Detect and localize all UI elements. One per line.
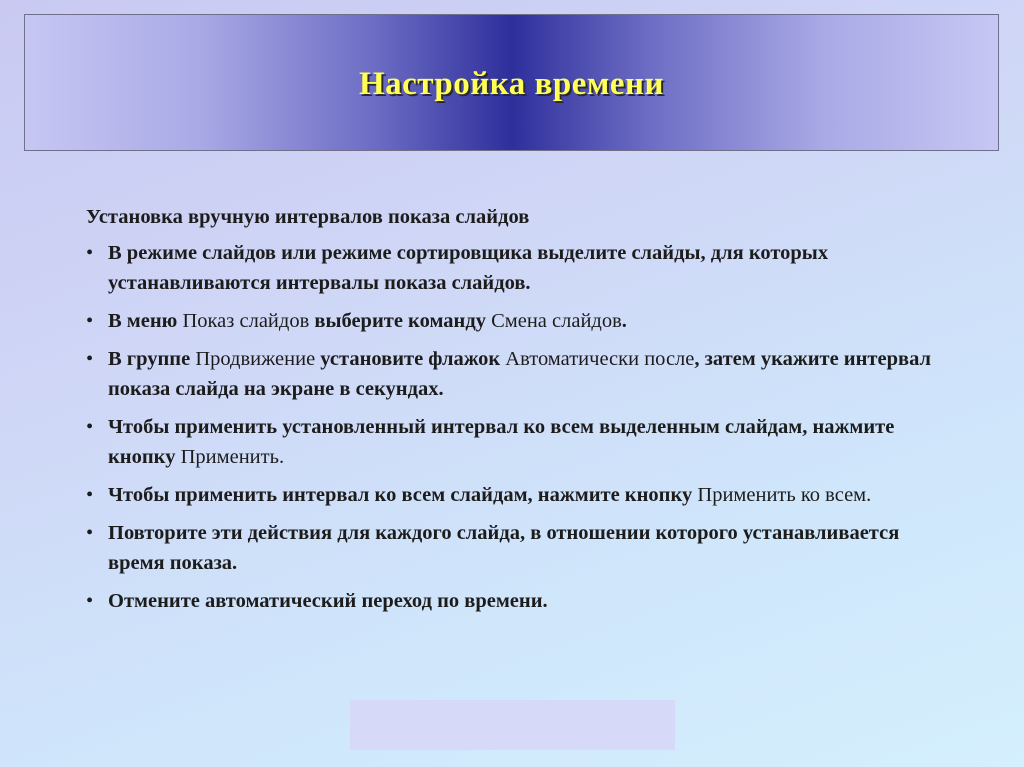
bullet-text-segment: В режиме слайдов или режиме сортировщика выделите слайды, для которых устанавливаются интервалы показа слайдов. bbox=[108, 242, 829, 294]
bullet-dot: • bbox=[86, 310, 94, 332]
title-banner bbox=[24, 14, 999, 151]
bullet-item bbox=[86, 412, 936, 472]
bullet-text-segment: В меню bbox=[108, 310, 183, 332]
footer-placeholder-box bbox=[350, 700, 675, 750]
bullet-item bbox=[86, 480, 936, 510]
bullet-dot: • bbox=[86, 484, 94, 506]
bullet-text-segment: Применить. bbox=[180, 446, 285, 468]
bullet-text-segment: В группе bbox=[108, 348, 196, 370]
bullet-item bbox=[86, 306, 936, 336]
bullet-text-segment: Продвижение bbox=[195, 348, 321, 370]
bullet-list bbox=[86, 238, 936, 616]
bullet-text-segment: Смена слайдов bbox=[491, 310, 622, 332]
bullet-item bbox=[86, 518, 936, 578]
bullet-text-segment: Показ слайдов bbox=[182, 310, 315, 332]
bullet-text-segment: Чтобы применить интервал ко всем слайдам, нажмите кнопку bbox=[108, 484, 698, 506]
bullet-dot: • bbox=[86, 348, 94, 370]
bullet-dot: • bbox=[86, 590, 94, 612]
bullet-dot: • bbox=[86, 416, 94, 438]
bullet-item bbox=[86, 586, 936, 616]
bullet-text-segment: Отмените автоматический переход по времени. bbox=[108, 590, 548, 612]
bullet-text-segment: Повторите эти действия для каждого слайда, в отношении которого устанавливается время показа. bbox=[108, 522, 900, 574]
bullet-text-segment: установите флажок bbox=[320, 348, 506, 370]
slide-body bbox=[86, 202, 936, 624]
bullet-text-segment: Применить ко всем. bbox=[697, 484, 872, 506]
bullet-text-segment: Автоматически после bbox=[505, 348, 695, 370]
bullet-text-segment: . bbox=[621, 310, 627, 332]
slide-title: Настройка времени bbox=[358, 66, 665, 102]
bullet-text-segment: , затем укажите интервал показа слайда на экране в секундах. bbox=[108, 348, 932, 400]
bullet-text-segment: выберите команду bbox=[314, 310, 492, 332]
bullet-item bbox=[86, 238, 936, 298]
slide-subheading: Установка вручную интервалов показа слайдов bbox=[86, 206, 530, 228]
bullet-dot: • bbox=[86, 242, 94, 264]
bullet-text-segment: Чтобы применить установленный интервал ко всем выделенным слайдам, нажмите кнопку bbox=[108, 416, 895, 468]
bullet-dot: • bbox=[86, 522, 94, 544]
bullet-item bbox=[86, 344, 936, 404]
